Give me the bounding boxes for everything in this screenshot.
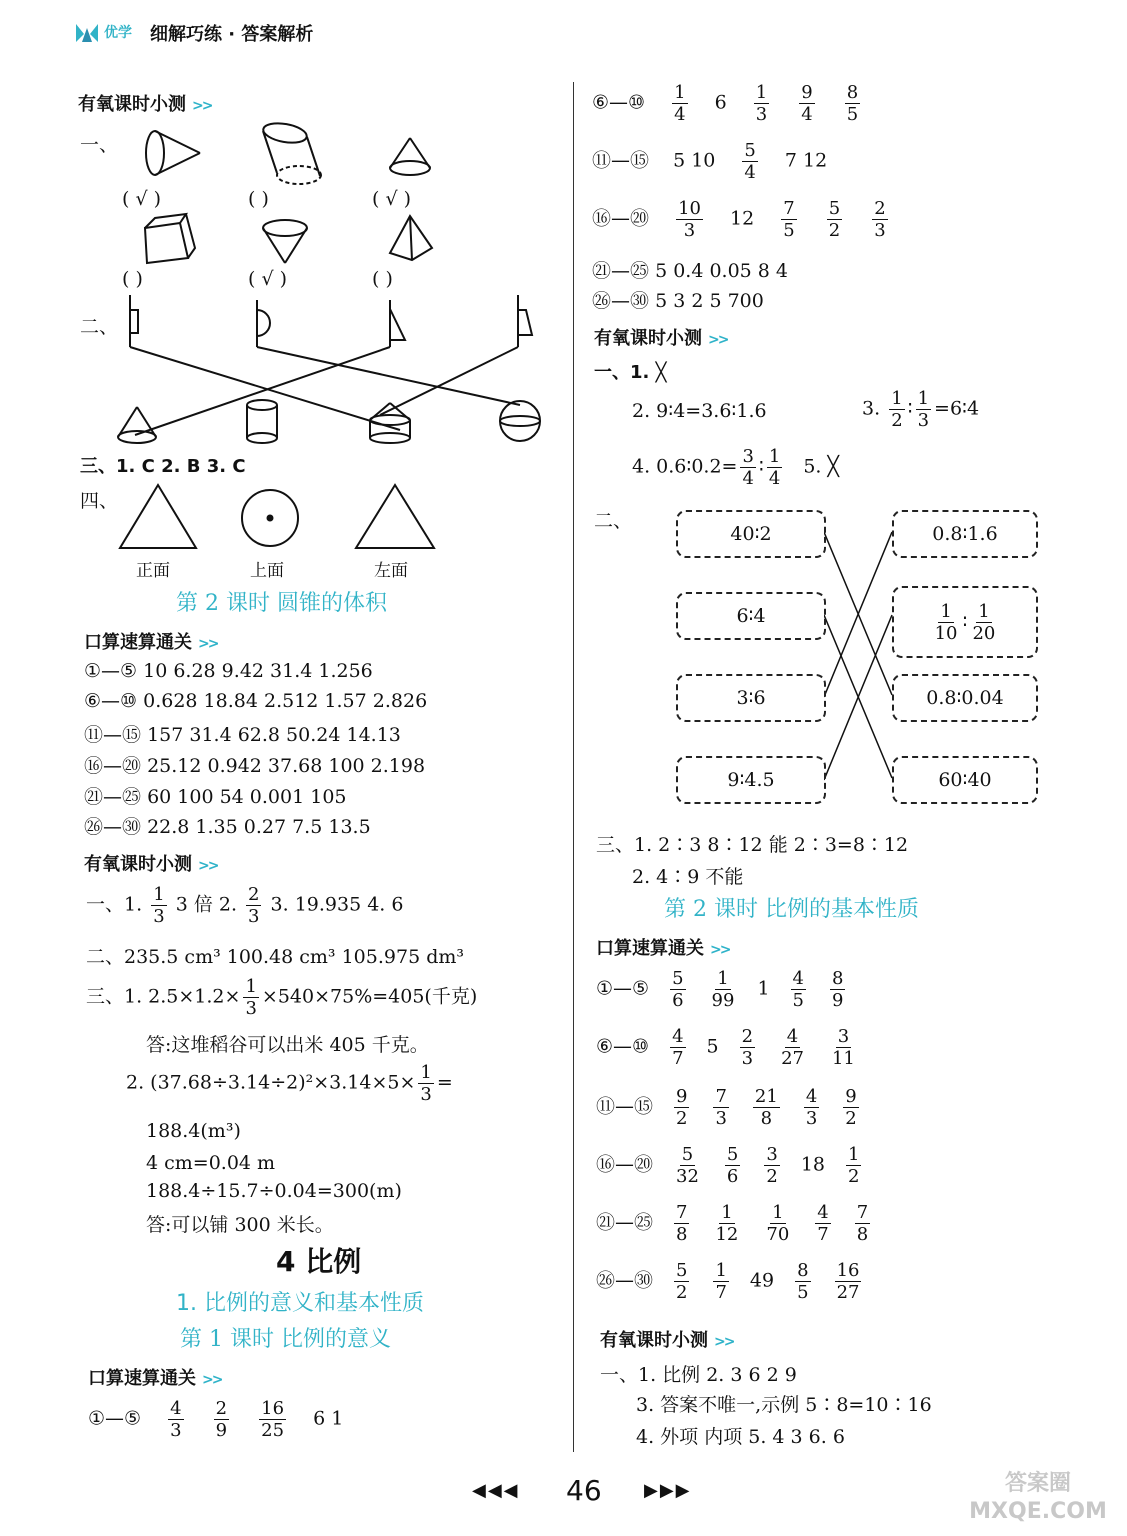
calc-row: ⑯—⑳ $\frac{10}{3}$ 12 $\frac{7}{5}$ $\frac{5}{2}$ $\frac{2}{3}$: [592, 198, 886, 241]
answer-line: 3. 答案不唯一,示例 5∶8=10∶16: [636, 1394, 932, 1416]
prev-page-arrows[interactable]: ◀◀◀: [472, 1480, 520, 1501]
cylinder-result-icon: [247, 400, 277, 410]
row-label: ⑥—⑩: [596, 1035, 650, 1058]
fraction: $\frac{1}{70}$: [766, 1202, 790, 1245]
fraction: $\frac{8}{5}$: [797, 1260, 809, 1303]
section-title: 口算速算通关 >>: [596, 938, 730, 959]
view-label: 左面: [374, 561, 408, 581]
answer-line: 三、1. 2.5×1.2× $\frac{1}{3}$ ×540×75%=405(千克): [86, 976, 478, 1019]
calc-row: ㉖—㉚ 5 3 2 5 700: [592, 290, 764, 312]
match-lines: [824, 500, 894, 800]
fraction: $\frac{9}{2}$: [845, 1086, 857, 1129]
answer-paren: ( ): [248, 188, 269, 210]
brand-name: 优学: [104, 25, 132, 41]
ratio-box: 40∶2: [676, 510, 826, 558]
answer-line: 2. (37.68÷3.14÷2)²×3.14×5× $\frac{1}{3}$ =: [126, 1062, 453, 1105]
answer-line: 答:可以铺 300 米长。: [146, 1214, 334, 1236]
fraction: $\frac{2}{3}$: [741, 1026, 754, 1069]
calc-row: ⑪—⑮ 157 31.4 62.8 50.24 14.13: [84, 724, 401, 746]
column-divider: [573, 82, 574, 1452]
fraction: $\frac{21}{8}$: [754, 1086, 778, 1129]
value: 1: [757, 977, 770, 1000]
page-number: 46: [566, 1474, 602, 1507]
fraction: $\frac{7}{8}$: [856, 1202, 869, 1245]
answer-line: 三、1. 2∶3 8∶12 能 2∶3=8∶12: [596, 834, 909, 856]
answer-paren: ( √ ): [122, 188, 162, 210]
sphere-result-icon: [500, 401, 540, 441]
fraction: $\frac{4}{3}$: [805, 1086, 818, 1129]
calc-row: ㉑—㉕ 60 100 54 0.001 105: [84, 786, 347, 808]
question-label: 二、: [594, 510, 633, 532]
fraction: $\frac{5}{2}$: [676, 1260, 688, 1303]
watermark: 答案圈 MXQE.COM: [969, 1471, 1107, 1524]
answer-line: 188.4(m³): [146, 1120, 241, 1142]
fraction: $\frac{5}{6}$: [672, 968, 684, 1011]
calc-row: ㉑—㉕ 5 0.4 0.05 8 4: [592, 260, 789, 282]
lesson-title: 第 2 课时 比例的基本性质: [664, 897, 919, 922]
answer-line: 一、1. $\frac{1}{3}$ 3 倍 2. $\frac{2}{3}$ 3. 19.935 4. 6: [86, 884, 404, 927]
fraction: $\frac{1}{7}$: [715, 1260, 727, 1303]
row-label: ①—⑤: [596, 977, 650, 1000]
next-page-arrows[interactable]: ▶▶▶: [644, 1480, 692, 1501]
ratio-box: 0.8∶1.6: [892, 510, 1038, 558]
fraction: $\frac{4}{7}$: [672, 1026, 684, 1069]
section-title: 有氧课时小测 >>: [600, 1330, 734, 1351]
ratio-box: 0.8∶0.04: [892, 674, 1038, 722]
answer-paren: ( √ ): [248, 268, 288, 290]
fraction: $\frac{1}{99}$: [711, 968, 735, 1011]
calc-row: ①—⑤ $\frac{4}{3}$ $\frac{2}{9}$ $\frac{16}{25}$ 6 1: [88, 1398, 344, 1441]
answer-line: 4. 0.6∶0.2= $\frac{3}{4}$ ∶ $\frac{1}{4}$ 5. ╳: [632, 446, 839, 489]
answer-paren: ( ): [122, 268, 143, 290]
chapter-title: 4 比例: [276, 1245, 362, 1278]
section-title: 有氧课时小测 >>: [78, 94, 212, 115]
answer-line: 二、235.5 cm³ 100.48 cm³ 105.975 dm³: [86, 946, 464, 968]
ratio-box: 6∶4: [676, 592, 826, 640]
row-label: ⑪—⑮: [596, 1095, 654, 1118]
semicircle-shape-icon: [257, 310, 270, 336]
fraction: $\frac{4}{27}$: [781, 1026, 804, 1069]
lesson-title: 第 1 课时 比例的意义: [180, 1327, 391, 1352]
cone-icon: [390, 138, 430, 175]
trapezoid-shape-icon: [518, 310, 532, 335]
side-view-triangle-icon: [356, 485, 434, 548]
three-views-figure: [110, 480, 440, 555]
tilted-cylinder-icon: [262, 120, 321, 184]
section-title: 有氧课时小测 >>: [594, 328, 728, 349]
calc-row: ⑯—⑳ 25.12 0.942 37.68 100 2.198: [84, 755, 426, 777]
calc-row: [596, 1260, 864, 1303]
calc-row: [596, 1026, 860, 1069]
front-view-triangle-icon: [120, 485, 196, 548]
view-label: 上面: [250, 561, 284, 581]
fraction: $\frac{7}{3}$: [715, 1086, 727, 1129]
rotation-match-figure: [100, 295, 560, 455]
row-label: ㉖—㉚: [596, 1269, 654, 1292]
view-label: 正面: [136, 561, 170, 581]
fraction: $\frac{5}{6}$: [726, 1144, 739, 1187]
fraction: $\frac{3}{11}$: [831, 1026, 855, 1069]
answer-line: 188.4÷15.7÷0.04=300(m): [146, 1180, 402, 1202]
value: 18: [800, 1153, 826, 1176]
answer-line: 三、1. C 2. B 3. C: [80, 456, 246, 477]
inverted-cone-icon: [263, 220, 307, 263]
chapter-subtitle: 1. 比例的意义和基本性质: [176, 1291, 424, 1316]
calc-row: ⑥—⑩ $\frac{1}{4}$ 6 $\frac{1}{3}$ $\frac{9}{4}$ $\frac{8}{5}$: [592, 82, 859, 125]
calc-row: ㉖—㉚ 22.8 1.35 0.27 7.5 13.5: [84, 816, 371, 838]
fraction: $\frac{4}{5}$: [792, 968, 804, 1011]
section-title: 口算速算通关 >>: [88, 1368, 222, 1389]
pyramid-icon: [390, 216, 432, 260]
answer-line: 2. 9∶4=3.6∶1.6: [632, 400, 767, 422]
calc-row: [596, 968, 848, 1011]
calc-row: ⑥—⑩ 0.628 18.84 2.512 1.57 2.826: [84, 690, 428, 712]
fraction: $\frac{4}{7}$: [817, 1202, 829, 1245]
pyramid-frustum-icon: [145, 214, 195, 263]
fraction: $\frac{3}{2}$: [766, 1144, 778, 1187]
fraction: $\frac{1}{2}$: [848, 1144, 860, 1187]
answer-paren: ( ): [372, 268, 393, 290]
section-title: 有氧课时小测 >>: [84, 854, 218, 875]
calc-row: ⑪—⑮ 5 10 $\frac{5}{4}$ 7 12: [592, 140, 828, 183]
answer-line: 4. 外项 内项 5. 4 3 6. 6: [636, 1426, 845, 1448]
row-label: ㉑—㉕: [596, 1211, 654, 1234]
ratio-box: $\frac{1}{10}$ ∶ $\frac{1}{20}$: [892, 586, 1038, 658]
ratio-box: 60∶40: [892, 756, 1038, 804]
value: 49: [749, 1269, 775, 1292]
value: 5: [706, 1035, 719, 1058]
brand-logo: [74, 20, 100, 48]
answer-line: 一、1. 比例 2. 3 6 2 9: [600, 1364, 797, 1386]
calc-row: ①—⑤ 10 6.28 9.42 31.4 1.256: [84, 660, 373, 682]
fraction: $\frac{7}{8}$: [676, 1202, 688, 1245]
question-label: 四、: [80, 490, 119, 512]
rect-shape-icon: [130, 310, 138, 333]
answer-line: 4 cm=0.04 m: [146, 1152, 276, 1174]
ratio-box: 9∶4.5: [676, 756, 826, 804]
section-title: 口算速算通关 >>: [84, 632, 218, 653]
fraction: $\frac{16}{27}$: [836, 1260, 860, 1303]
answer-line: 一、1. ╳: [594, 362, 667, 383]
question-label: 二、: [80, 316, 119, 338]
answer-line: 2. 4∶9 不能: [632, 866, 744, 888]
fraction: $\frac{5}{32}$: [676, 1144, 699, 1187]
lesson-title: 第 2 课时 圆锥的体积: [176, 591, 387, 616]
fraction: $\frac{1}{12}$: [715, 1202, 739, 1245]
calc-row: [596, 1202, 873, 1245]
solids-figure: [100, 118, 560, 293]
fraction: $\frac{8}{9}$: [831, 968, 844, 1011]
calc-row: [596, 1144, 864, 1187]
triangle-shape-icon: [390, 309, 405, 340]
calc-row: [596, 1086, 862, 1129]
answer-line: 答:这堆稻谷可以出米 405 千克。: [146, 1034, 429, 1056]
fraction: $\frac{9}{2}$: [676, 1086, 688, 1129]
header-title: 细解巧练 · 答案解析: [150, 24, 314, 45]
question-label: 一、: [80, 134, 119, 156]
cone-sideways-icon: [146, 131, 200, 175]
row-label: ⑯—⑳: [596, 1153, 654, 1176]
ratio-box: 3∶6: [676, 674, 826, 722]
answer-paren: ( √ ): [372, 188, 412, 210]
answer-line: 3. $\frac{1}{2}$ ∶ $\frac{1}{3}$ =6∶4: [862, 388, 980, 431]
